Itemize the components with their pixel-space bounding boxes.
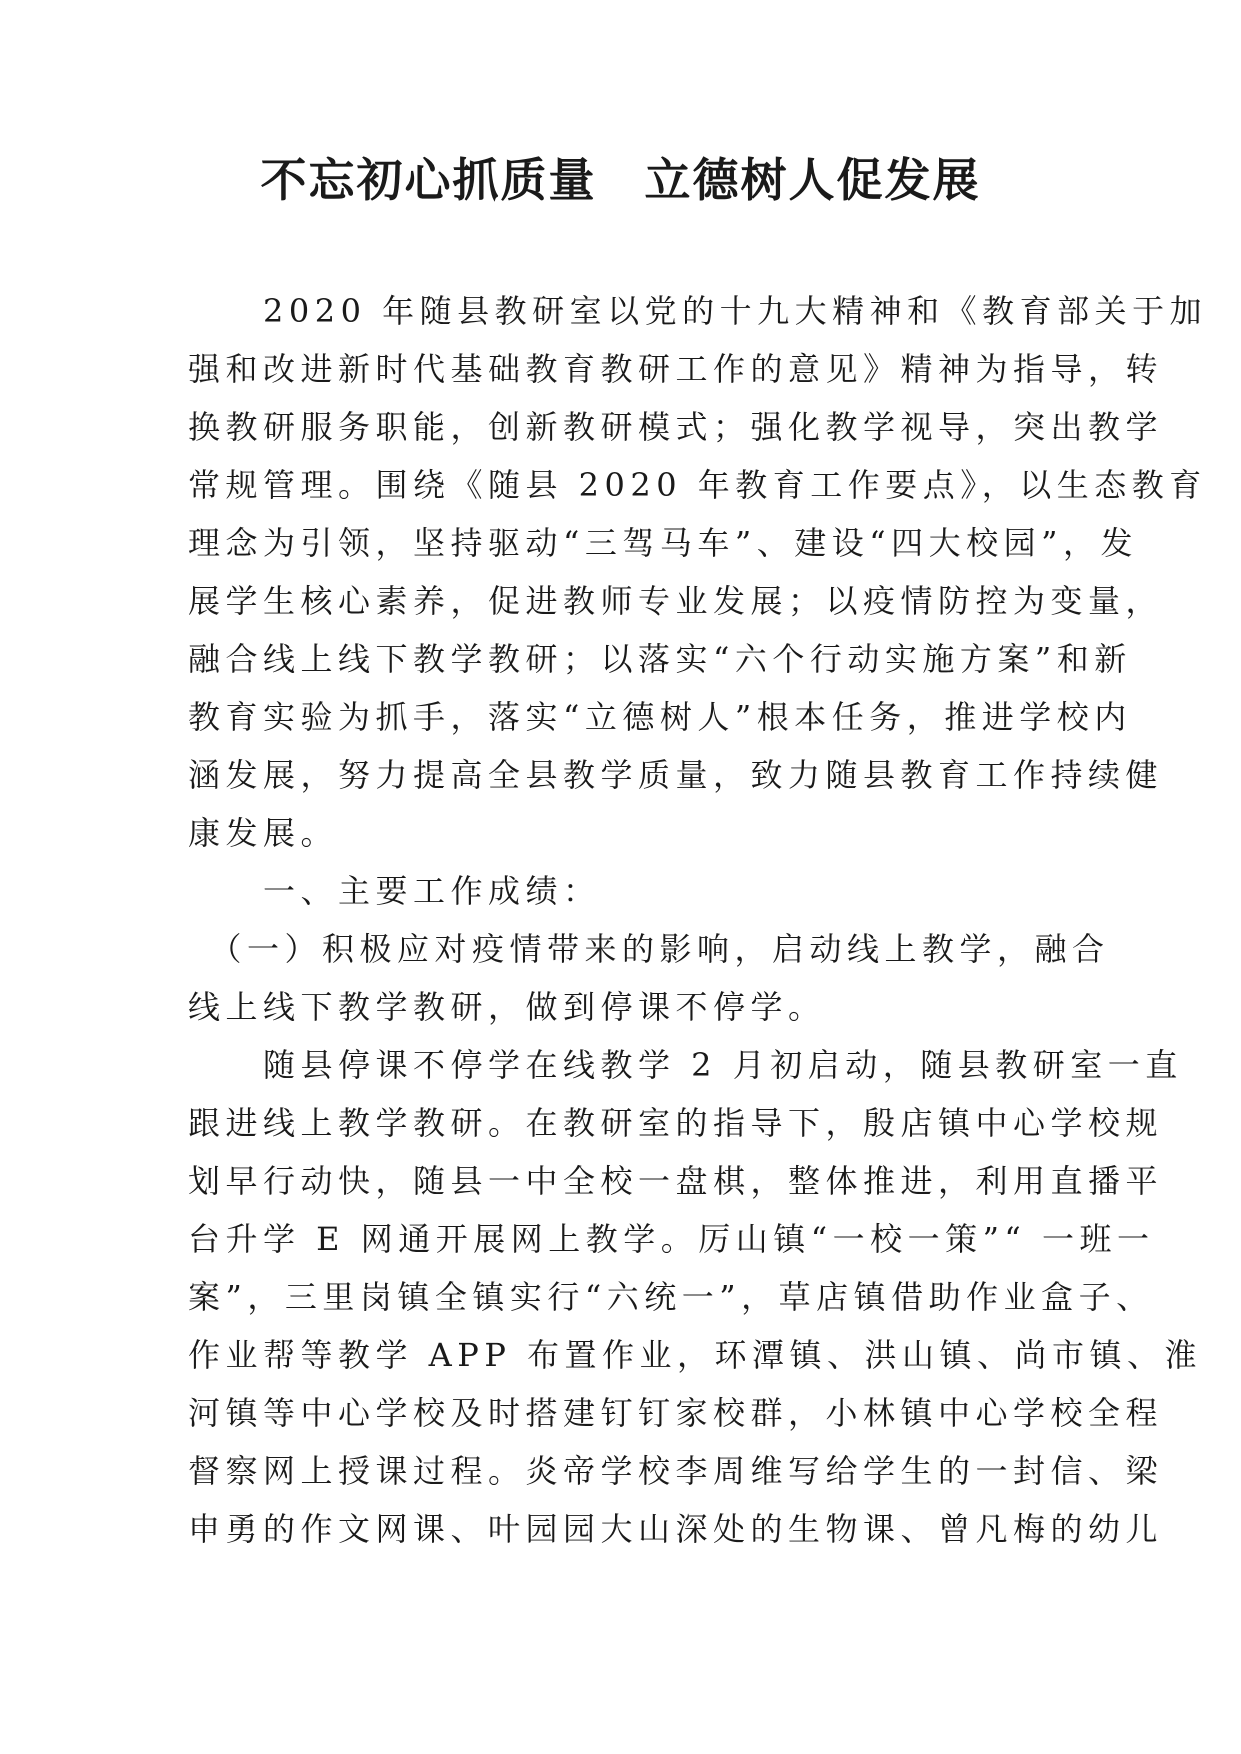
text-line: 跟进线上教学教研。在教研室的指导下，殷店镇中心学校规	[188, 1104, 1164, 1142]
text-line: 融合线上线下教学教研；以落实“六个行动实施方案”和新	[188, 640, 1132, 678]
text-line: 作业帮等教学 APP 布置作业，环潭镇、洪山镇、尚市镇、淮	[188, 1336, 1203, 1374]
text-line: 换教研服务职能，创新教研模式；强化教学视导，突出教学	[188, 408, 1164, 446]
text-line: 督察网上授课过程。炎帝学校李周维写给学生的一封信、梁	[188, 1452, 1164, 1490]
text-line: 教育实验为抓手，落实“立德树人”根本任务，推进学校内	[188, 698, 1132, 736]
text-line: 展学生核心素养，促进教师专业发展；以疫情防控为变量，	[188, 582, 1164, 620]
text-line: 河镇等中心学校及时搭建钉钉家校群，小林镇中心学校全程	[188, 1394, 1164, 1432]
text-line: 申勇的作文网课、叶园园大山深处的生物课、曾凡梅的幼儿	[188, 1510, 1164, 1548]
text-line: 案”，三里岗镇全镇实行“六统一”，草店镇借助作业盒子、	[188, 1278, 1154, 1316]
text-line: 理念为引领，坚持驱动“三驾马车”、建设“四大校园”，发	[188, 524, 1138, 562]
text-line: 强和改进新时代基础教育教研工作的意见》精神为指导，转	[188, 350, 1164, 388]
document-title: 不忘初心抓质量 立德树人促发展	[260, 153, 981, 207]
text-line: 涵发展，努力提高全县教学质量，致力随县教育工作持续健	[188, 756, 1164, 794]
text-line: 线上线下教学教研，做到停课不停学。	[188, 988, 826, 1026]
text-line: 台升学 E 网通开展网上教学。厉山镇“一校一策”“ 一班一	[188, 1220, 1155, 1258]
text-line: 常规管理。围绕《随县 2020 年教育工作要点》，以生态教育	[188, 466, 1207, 504]
document-body	[188, 282, 1208, 1558]
text-line: 2020 年随县教研室以党的十九大精神和《教育部关于加	[188, 292, 1208, 330]
text-line: 康发展。	[188, 814, 339, 852]
text-line: 随县停课不停学在线教学 2 月初启动，随县教研室一直	[188, 1046, 1183, 1084]
text-line: 一、主要工作成绩：	[188, 872, 601, 910]
text-line: （一）积极应对疫情带来的影响，启动线上教学，融合	[188, 930, 1110, 968]
text-line: 划早行动快，随县一中全校一盘棋，整体推进，利用直播平	[188, 1162, 1164, 1200]
